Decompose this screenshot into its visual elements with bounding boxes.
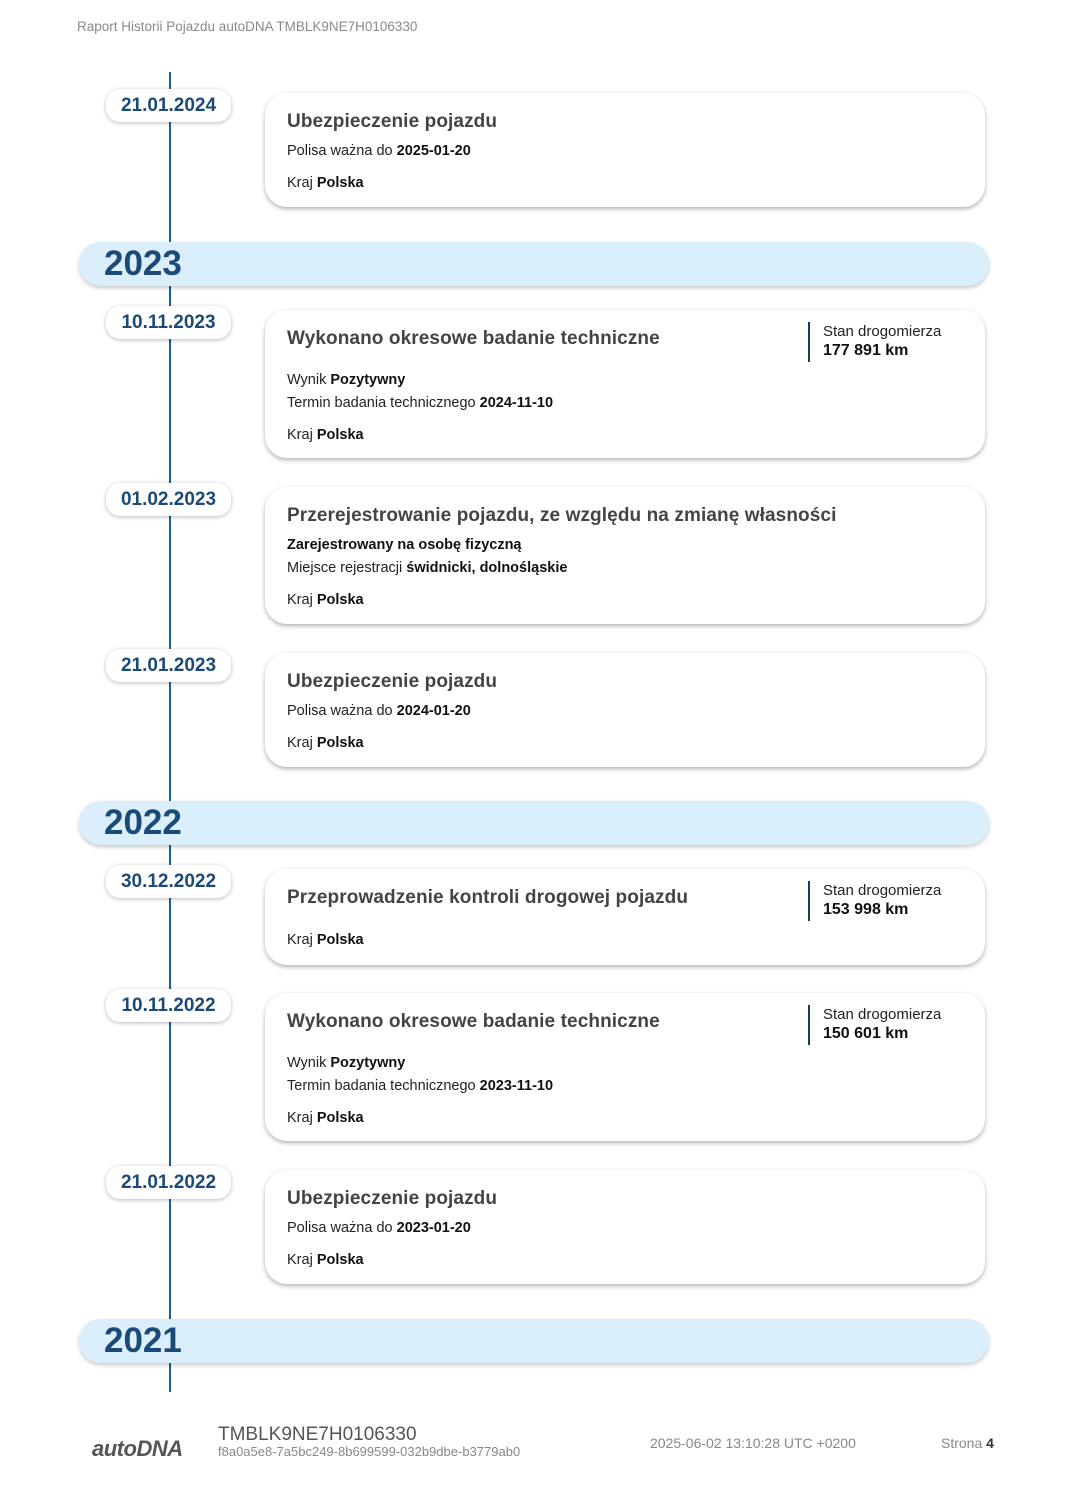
- odometer-label: Stan drogomierza: [823, 323, 942, 340]
- year-label: 2023: [104, 244, 182, 283]
- odometer-value: 153 998 km: [823, 901, 909, 918]
- event-title: Ubezpieczenie pojazdu: [287, 111, 498, 132]
- odometer-label: Stan drogomierza: [823, 1006, 942, 1023]
- event-card: [265, 93, 985, 207]
- event-date: 30.12.2022: [106, 865, 231, 898]
- event-detail: Miejsce rejestracji świdnicki, dolnośląskie: [287, 560, 568, 576]
- event-detail: Kraj Polska: [287, 592, 364, 608]
- event-detail: Kraj Polska: [287, 735, 364, 751]
- event-date: 21.01.2022: [106, 1166, 231, 1199]
- event-detail: Polisa ważna do 2024-01-20: [287, 703, 471, 719]
- event-detail: Kraj Polska: [287, 175, 364, 191]
- event-title: Wykonano okresowe badanie techniczne: [287, 328, 660, 349]
- odometer-label: Stan drogomierza: [823, 882, 942, 899]
- event-card: [265, 310, 985, 458]
- year-divider: [79, 1319, 989, 1363]
- odometer-reading: [808, 881, 941, 921]
- footer-vin: TMBLK9NE7H0106330: [218, 1424, 417, 1445]
- report-header: Raport Historii Pojazdu autoDNA TMBLK9NE7H0106330: [77, 19, 418, 34]
- odometer-reading: [808, 322, 941, 362]
- event-card: [265, 869, 985, 965]
- event-detail: Polisa ważna do 2023-01-20: [287, 1220, 471, 1236]
- event-detail: Kraj Polska: [287, 427, 364, 443]
- odometer-reading: [808, 1005, 941, 1045]
- event-date: 21.01.2024: [106, 89, 231, 122]
- event-card: [265, 993, 985, 1141]
- footer-hash: f8a0a5e8-7a5bc249-8b699599-032b9dbe-b3779ab0: [218, 1444, 521, 1459]
- year-divider: [79, 801, 989, 845]
- event-card: [265, 487, 985, 624]
- event-date: 10.11.2023: [106, 306, 231, 339]
- event-title: Wykonano okresowe badanie techniczne: [287, 1011, 660, 1032]
- event-title: Ubezpieczenie pojazdu: [287, 671, 498, 692]
- event-detail: Wynik Pozytywny: [287, 1055, 406, 1071]
- event-card: [265, 653, 985, 767]
- event-title: Przerejestrowanie pojazdu, ze względu na zmianę własności: [287, 505, 837, 526]
- odometer-value: 150 601 km: [823, 1025, 909, 1042]
- event-detail: Kraj Polska: [287, 1110, 364, 1126]
- event-detail: Wynik Pozytywny: [287, 372, 406, 388]
- year-label: 2022: [104, 803, 182, 842]
- event-detail: Polisa ważna do 2025-01-20: [287, 143, 471, 159]
- event-detail: Termin badania technicznego 2024-11-10: [287, 395, 554, 411]
- autodna-logo: autoDNA: [92, 1436, 183, 1461]
- event-date: 10.11.2022: [106, 989, 231, 1022]
- event-detail: Kraj Polska: [287, 1252, 364, 1268]
- page-number: Strona 4: [941, 1435, 994, 1451]
- event-date: 01.02.2023: [106, 483, 231, 516]
- event-detail: Kraj Polska: [287, 932, 364, 948]
- event-card: [265, 1170, 985, 1284]
- event-title: Przeprowadzenie kontroli drogowej pojazdu: [287, 887, 689, 908]
- odometer-value: 177 891 km: [823, 342, 909, 359]
- event-date: 21.01.2023: [106, 649, 231, 682]
- footer-timestamp: 2025-06-02 13:10:28 UTC +0200: [650, 1435, 856, 1451]
- year-divider: [79, 242, 989, 286]
- event-detail: Termin badania technicznego 2023-11-10: [287, 1078, 554, 1094]
- year-label: 2021: [104, 1321, 182, 1360]
- event-detail: Zarejestrowany na osobę fizyczną: [287, 537, 522, 553]
- event-title: Ubezpieczenie pojazdu: [287, 1188, 498, 1209]
